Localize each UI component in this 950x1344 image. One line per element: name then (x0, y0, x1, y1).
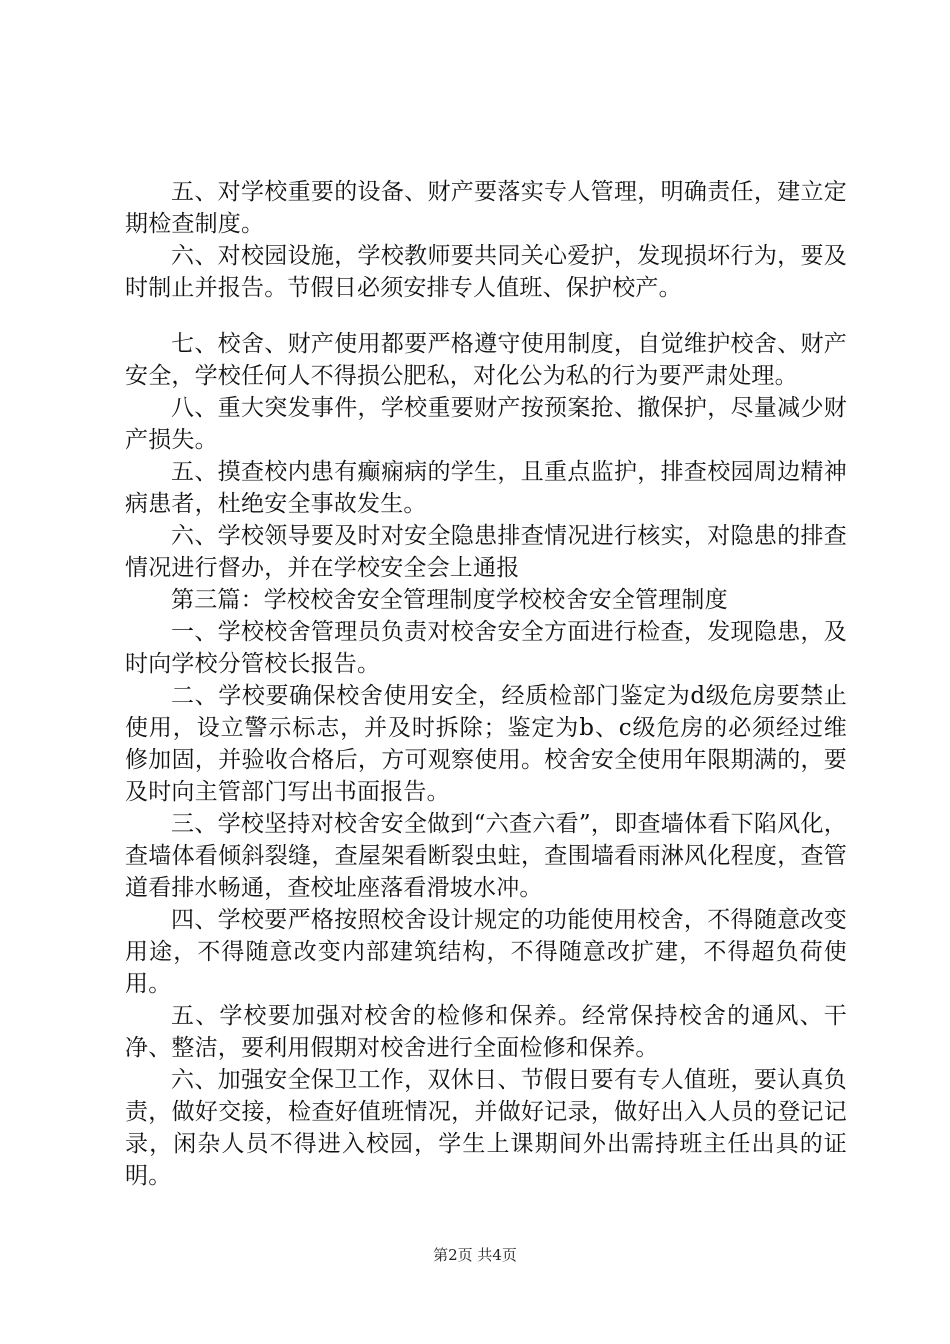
document-body (125, 176, 847, 1192)
paragraph: 六、对校园设施，学校教师要共同关心爱护，发现损坏行为，要及时制止并报告。节假日必须安排专人值班、保护校产。 (125, 243, 847, 301)
paragraph: 六、学校领导要及时对安全隐患排查情况进行核实，对隐患的排查情况进行督办，并在学校安全会上通报 (125, 523, 847, 581)
paragraph: 四、学校要严格按照校舍设计规定的功能使用校舍，不得随意改变用途，不得随意改变内部建筑结构，不得随意改扩建，不得超负荷使用。 (125, 907, 847, 997)
paragraph: 六、加强安全保卫工作，双休日、节假日要有专人值班，要认真负责，做好交接，检查好值班情况，并做好记录，做好出入人员的登记记录，闲杂人员不得进入校园，学生上课期间外出需持班主任出具的证明。 (125, 1067, 847, 1189)
paragraph: 五、摸查校内患有癫痫病的学生，且重点监护，排查校园周边精神病患者，杜绝安全事故发生。 (125, 459, 847, 517)
paragraph: 七、校舍、财产使用都要严格遵守使用制度，自觉维护校舍、财产安全，学校任何人不得损公肥私，对化公为私的行为要严肃处理。 (125, 331, 847, 389)
paragraph: 五、学校要加强对校舍的检修和保养。经常保持校舍的通风、干净、整洁，要利用假期对校舍进行全面检修和保养。 (125, 1003, 847, 1061)
section-heading: 第三篇：学校校舍安全管理制度学校校舍安全管理制度 (171, 587, 728, 613)
paragraph: 五、对学校重要的设备、财产要落实专人管理，明确责任，建立定期检查制度。 (125, 179, 847, 237)
paragraph: 三、学校坚持对校舍安全做到“六查六看”，即查墙体看下陷风化，查墙体看倾斜裂缝，查屋架看断裂虫蛀，查围墙看雨淋风化程度，查管道看排水畅通，查校址座落看滑坡水冲。 (125, 811, 847, 901)
paragraph: 二、学校要确保校舍使用安全，经质检部门鉴定为d级危房要禁止使用，设立警示标志，并及时拆除；鉴定为b、c级危房的必须经过维修加固，并验收合格后，方可观察使用。校舍安全使用年限期满的，要及时向主管部门写出书面报告。 (125, 683, 847, 805)
page-number-footer: 第2页 共4页 (433, 1246, 517, 1264)
paragraph: 八、重大突发事件，学校重要财产按预案抢、撤保护，尽量减少财产损失。 (125, 395, 847, 453)
paragraph: 一、学校校舍管理员负责对校舍安全方面进行检查，发现隐患，及时向学校分管校长报告。 (125, 619, 847, 677)
